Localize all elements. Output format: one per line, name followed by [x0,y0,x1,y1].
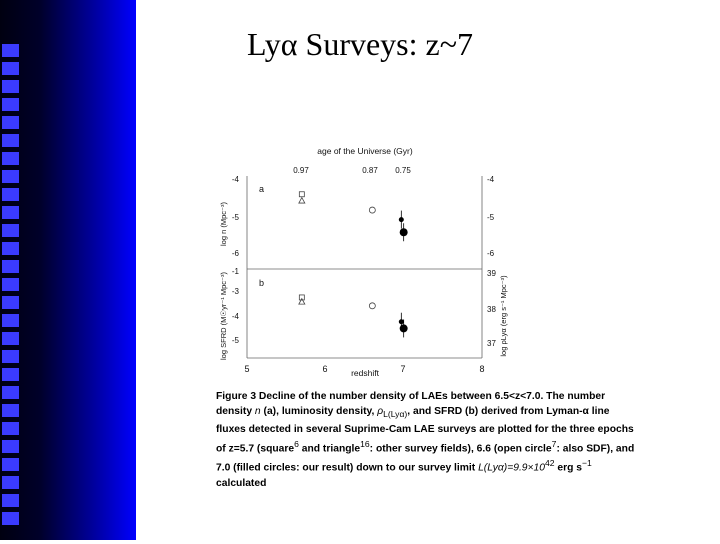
caption-text-3: , and SFRD (b) derived from Lyman-α line fluxes detected in several Suprime-Cam LAE surveys are plotted for the three epochs of z=5.7 (square [216,406,634,455]
caption-sup-2: 16 [360,439,370,450]
bottom-axis-label: redshift [351,368,379,378]
sidebar-square [2,476,19,489]
panel-a-right-tick-2: -6 [487,249,495,258]
sidebar-square [2,278,19,291]
caption-text-1: Decline of the number density of LAEs between 6.5<z<7.0. The number density [216,391,606,417]
panel-b-right-label: log ρLyα (erg s⁻¹ Mpc⁻³) [499,275,508,357]
panel-a-ylabel: log n (Mpc⁻³) [219,202,228,246]
sidebar-square-pattern [2,44,22,544]
panel-b-right-tick-0: 39 [487,269,496,278]
bottom-tick-label-2: 7 [400,364,406,374]
data-point-b-filled-circle [400,324,408,332]
panel-b-right-tick-1: 38 [487,305,496,314]
sidebar-square [2,404,19,417]
caption-sup-3: 7 [551,439,557,450]
data-point-a-open-circle [369,207,375,213]
caption-text-5: : other survey fields), 6.6 (open circle [369,443,552,455]
sidebar-square [2,332,19,345]
sidebar-square [2,170,19,183]
panel-b-left-tick-2: -4 [231,312,239,321]
top-tick-label-2: 0.75 [395,166,411,175]
panel-a-letter: a [259,184,265,194]
sidebar-square [2,152,19,165]
data-marks [299,192,408,338]
panel-b-left-tick-1: -3 [231,287,239,296]
data-point-b-filled-circle [399,319,404,324]
sidebar-square [2,134,19,147]
slide-title: Lyα Surveys: z~7 [246,26,474,62]
caption-text-8: calculated [216,477,267,489]
sidebar-square [2,350,19,363]
sidebar-square [2,422,19,435]
figure-3-plot [215,140,515,380]
slide-sidebar-gradient [0,0,136,540]
data-point-a-filled-circle [399,217,404,222]
panel-b-letter: b [259,278,265,288]
caption-rho-symbol: ρ [377,406,384,417]
sidebar-square [2,458,19,471]
caption-text-2: (a), luminosity density, [260,406,378,417]
panel-a-left-tick-0: -4 [231,175,239,184]
panel-b-ylabel: log SFRD (M☉yr⁻¹ Mpc⁻³) [219,272,228,360]
sidebar-square [2,188,19,201]
sidebar-square [2,368,19,381]
data-point-a-square [299,192,304,197]
panel-a-left-tick-2: -6 [231,249,239,258]
caption-text-4: and triangle [298,443,361,455]
sidebar-square [2,260,19,273]
caption-rho-sub: L(Lyα) [383,409,408,420]
panel-b-right-tick-2: 37 [487,339,496,348]
panel-a-left-tick-1: -5 [231,213,239,222]
top-tick-label-0: 0.97 [293,166,309,175]
sidebar-square [2,314,19,327]
caption-text-7: erg s [554,462,583,474]
data-point-a-filled-circle [400,228,408,236]
sidebar-square [2,512,19,525]
top-axis-label: age of the Universe (Gyr) [317,146,413,156]
data-point-b-open-circle [369,303,375,309]
panel-a-right-tick-1: -5 [487,213,495,222]
bottom-tick-label-1: 6 [322,364,328,374]
sidebar-square [2,224,19,237]
caption-sup-4: −1 [582,458,592,469]
sidebar-square [2,62,19,75]
bottom-tick-label-3: 8 [479,364,485,374]
sidebar-square [2,80,19,93]
caption-text-6: : also SDF), and 7.0 (filled circles: our result) down to our survey limit [216,443,635,474]
sidebar-square [2,98,19,111]
panel-b-left-tick-3: -5 [231,336,239,345]
sidebar-square [2,386,19,399]
caption-n-symbol: n [254,406,261,417]
plot-svg [215,140,515,380]
sidebar-square [2,116,19,129]
caption-limit: L(Lyα)=9.9×10 [478,462,546,474]
figure-caption [216,389,636,491]
bottom-tick-label-0: 5 [244,364,250,374]
top-tick-label-1: 0.87 [362,166,378,175]
caption-limit-exp: 42 [545,458,555,469]
sidebar-square [2,242,19,255]
panel-a-right-tick-0: -4 [487,175,495,184]
caption-label: Figure 3 [216,391,257,402]
sidebar-square [2,494,19,507]
sidebar-square [2,206,19,219]
data-point-a-triangle [299,198,305,204]
sidebar-square [2,296,19,309]
sidebar-square [2,440,19,453]
caption-sup-1: 6 [294,439,299,450]
panel-b-left-tick-0: -1 [231,267,239,276]
